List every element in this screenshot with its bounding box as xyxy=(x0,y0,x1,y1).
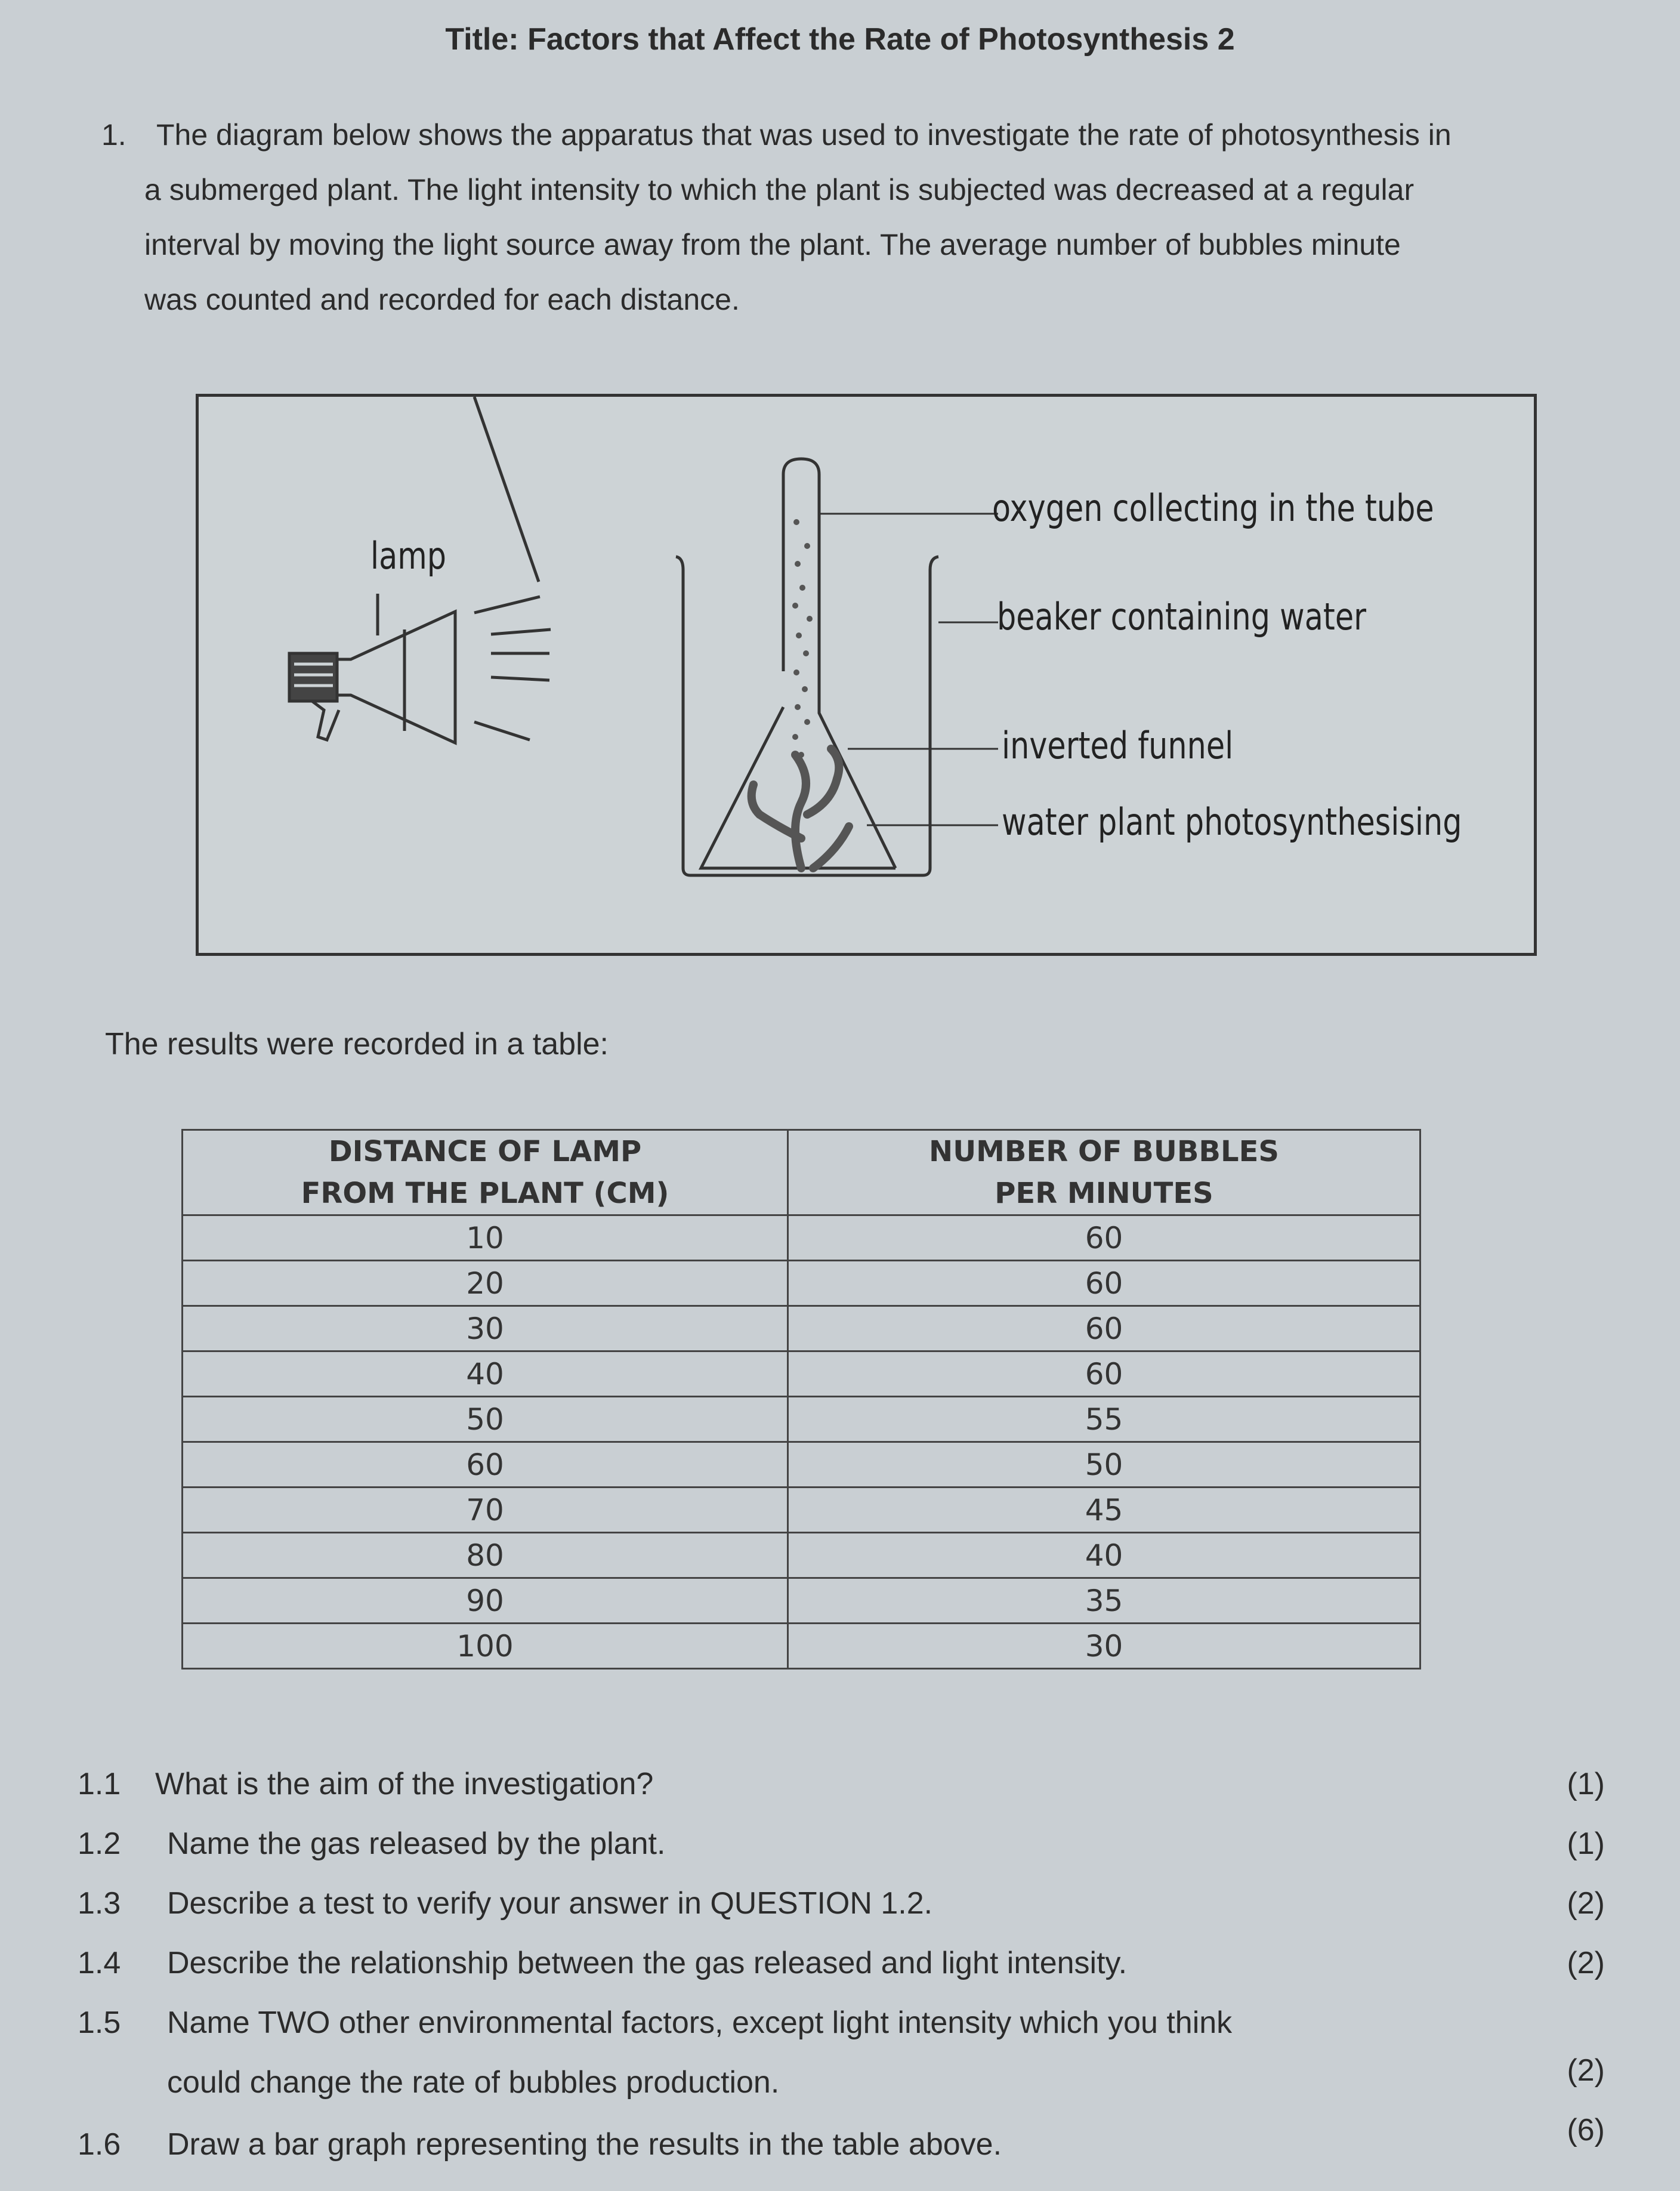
bubbles-cell: 55 xyxy=(788,1397,1420,1442)
distance-cell: 90 xyxy=(183,1578,788,1624)
distance-cell: 20 xyxy=(183,1261,788,1306)
results-intro: The results were recorded in a table: xyxy=(105,1027,609,1061)
sub-question-text: Name TWO other environmental factors, except light intensity which you think xyxy=(167,2005,1233,2040)
bubbles-icon xyxy=(792,519,813,758)
results-table xyxy=(181,1129,1421,1670)
table-row xyxy=(183,1215,1420,1261)
distance-cell: 30 xyxy=(183,1306,788,1351)
intro-line: was counted and recorded for each distance. xyxy=(144,283,740,316)
sub-question-marks: (1) xyxy=(1567,1826,1605,1861)
sub-question-number: 1.2 xyxy=(78,1826,121,1861)
funnel-label: inverted funnel xyxy=(1002,724,1234,767)
sub-question-marks: (1) xyxy=(1567,1767,1605,1801)
sub-question-text: Name the gas released by the plant. xyxy=(167,1826,666,1861)
table-row xyxy=(183,1624,1420,1669)
table-row xyxy=(183,1488,1420,1533)
question-1-intro xyxy=(101,107,1629,327)
sub-question-marks: (6) xyxy=(1567,2113,1605,2147)
header-line: NUMBER OF BUBBLES xyxy=(929,1135,1279,1168)
intro-line: The diagram below shows the apparatus that was used to investigate the rate of photosynthesis in xyxy=(156,118,1452,152)
bubbles-cell: 60 xyxy=(788,1215,1420,1261)
bubbles-cell: 60 xyxy=(788,1261,1420,1306)
bubbles-cell: 45 xyxy=(788,1488,1420,1533)
bubbles-cell: 35 xyxy=(788,1578,1420,1624)
distance-cell: 80 xyxy=(183,1533,788,1578)
intro-line: interval by moving the light source away from the plant. The average number of bubbles minute xyxy=(144,228,1401,261)
sub-question-number: 1.4 xyxy=(78,1946,121,1980)
bubbles-cell: 50 xyxy=(788,1442,1420,1488)
oxygen-label: oxygen collecting in the tube xyxy=(992,486,1434,530)
table-row xyxy=(183,1533,1420,1578)
table-row xyxy=(183,1306,1420,1351)
sub-question-marks: (2) xyxy=(1567,1946,1605,1980)
header-line: FROM THE PLANT (CM) xyxy=(301,1177,669,1210)
water-plant-icon xyxy=(752,749,849,868)
table-row xyxy=(183,1261,1420,1306)
question-number: 1. xyxy=(101,118,126,152)
beaker-icon xyxy=(676,557,938,875)
table-row xyxy=(183,1397,1420,1442)
lamp-label: lamp xyxy=(370,534,447,578)
bubbles-cell: 60 xyxy=(788,1351,1420,1397)
table-row xyxy=(183,1578,1420,1624)
sub-question-number: 1.6 xyxy=(78,2127,121,2162)
bubbles-cell: 40 xyxy=(788,1533,1420,1578)
sub-question-number: 1.5 xyxy=(78,2005,121,2040)
sub-question-text: Draw a bar graph representing the results in the table above. xyxy=(167,2127,1002,2162)
sub-question-number: 1.3 xyxy=(78,1886,121,1921)
distance-cell: 60 xyxy=(183,1442,788,1488)
table-row xyxy=(183,1442,1420,1488)
bubbles-cell: 60 xyxy=(788,1306,1420,1351)
label-leader-lines xyxy=(819,514,998,825)
page-title: Title: Factors that Affect the Rate of Photosynthesis 2 xyxy=(445,22,1235,57)
sub-question-text: Describe a test to verify your answer in QUESTION 1.2. xyxy=(167,1886,933,1921)
sub-question-text: Describe the relationship between the gas released and light intensity. xyxy=(167,1946,1128,1980)
intro-line: a submerged plant. The light intensity to which the plant is subjected was decreased at a regular xyxy=(144,173,1415,206)
header-line: PER MINUTES xyxy=(995,1177,1213,1210)
apparatus-drawing xyxy=(199,397,1540,959)
header-line: DISTANCE OF LAMP xyxy=(328,1135,642,1168)
sub-question-number: 1.1 xyxy=(78,1767,121,1801)
distance-cell: 40 xyxy=(183,1351,788,1397)
sub-question-marks: (2) xyxy=(1567,2053,1605,2088)
table-header-row xyxy=(183,1130,1420,1215)
distance-cell: 100 xyxy=(183,1624,788,1669)
sub-question-text: What is the aim of the investigation? xyxy=(155,1767,654,1801)
distance-header xyxy=(183,1130,788,1215)
distance-cell: 50 xyxy=(183,1397,788,1442)
apparatus-diagram xyxy=(196,394,1537,956)
bubbles-cell: 30 xyxy=(788,1624,1420,1669)
beaker-label: beaker containing water xyxy=(997,595,1367,638)
bubbles-header xyxy=(788,1130,1420,1215)
sub-question-marks: (2) xyxy=(1567,1886,1605,1921)
sub-question-text-continued: could change the rate of bubbles production. xyxy=(167,2065,780,2100)
distance-cell: 70 xyxy=(183,1488,788,1533)
plant-label: water plant photosynthesising xyxy=(1002,800,1462,844)
distance-cell: 10 xyxy=(183,1215,788,1261)
table-row xyxy=(183,1351,1420,1397)
